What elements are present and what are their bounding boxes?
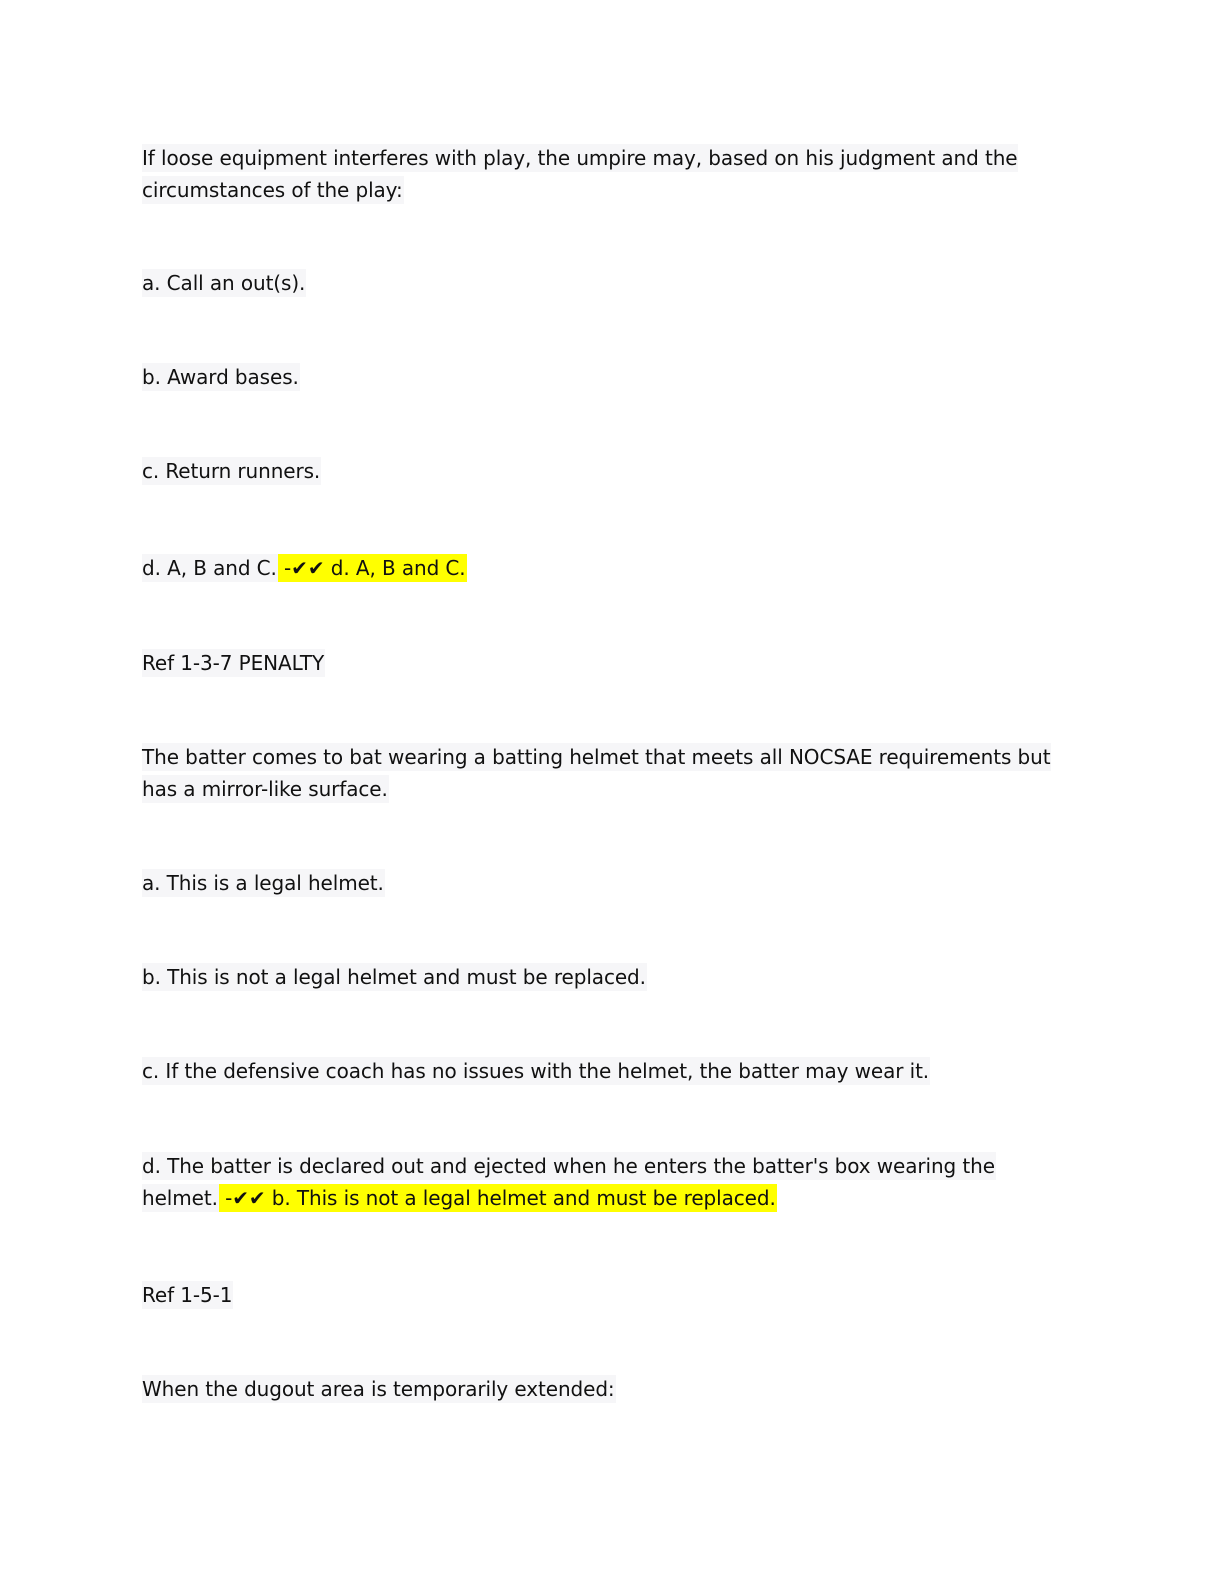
question-3-stem-text: When the dugout area is temporarily extended: [142, 1377, 615, 1401]
question-2-option-a [142, 867, 1072, 899]
question-2-option-c [142, 1055, 1072, 1087]
question-1-option-d [142, 552, 1072, 584]
question-1-option-a [142, 267, 1072, 299]
question-2-reference-text: Ref 1-5-1 [142, 1283, 233, 1307]
question-2-option-d [142, 1150, 1072, 1214]
question-2-answer-highlight [219, 1184, 777, 1212]
question-1-option-d-text: d. A, B and C. [142, 556, 277, 580]
question-2-option-a-text: a. This is a legal helmet. [142, 871, 384, 895]
question-2-reference [142, 1279, 1072, 1311]
question-2-answer-prefix: - [218, 1186, 233, 1210]
question-2-stem-text: The batter comes to bat wearing a batting helmet that meets all NOCSAE requirements but has a mirror-like surface. [142, 745, 1051, 801]
question-1-option-b-text: b. Award bases. [142, 365, 299, 389]
question-3-stem [142, 1373, 1072, 1405]
question-2-option-c-text: c. If the defensive coach has no issues with the helmet, the batter may wear it. [142, 1059, 930, 1083]
question-2-stem [142, 741, 1072, 805]
check-mark-icon: ✔✔ [291, 556, 325, 580]
question-2-option-b-text: b. This is not a legal helmet and must be replaced. [142, 965, 646, 989]
question-2-option-b [142, 961, 1072, 993]
question-1-reference [142, 647, 1072, 679]
question-1-option-a-text: a. Call an out(s). [142, 271, 306, 295]
question-1-option-c [142, 455, 1072, 487]
question-1-option-b [142, 361, 1072, 393]
question-1-option-c-text: c. Return runners. [142, 459, 321, 483]
question-1-stem-text: If loose equipment interferes with play, the umpire may, based on his judgment and the circumstances of the play: [142, 146, 1018, 202]
question-2-option-d-text: d. The batter is declared out and ejected when he enters the batter's box wearing the helmet. [142, 1154, 995, 1210]
check-mark-icon: ✔✔ [232, 1186, 266, 1210]
question-1-reference-text: Ref 1-3-7 PENALTY [142, 651, 325, 675]
question-1-stem [142, 142, 1072, 206]
question-1-answer-text: d. A, B and C. [324, 556, 466, 580]
question-1-answer-highlight [278, 554, 467, 582]
question-2-answer-text: b. This is not a legal helmet and must be replaced. [265, 1186, 776, 1210]
question-1-answer-prefix: - [277, 556, 292, 580]
